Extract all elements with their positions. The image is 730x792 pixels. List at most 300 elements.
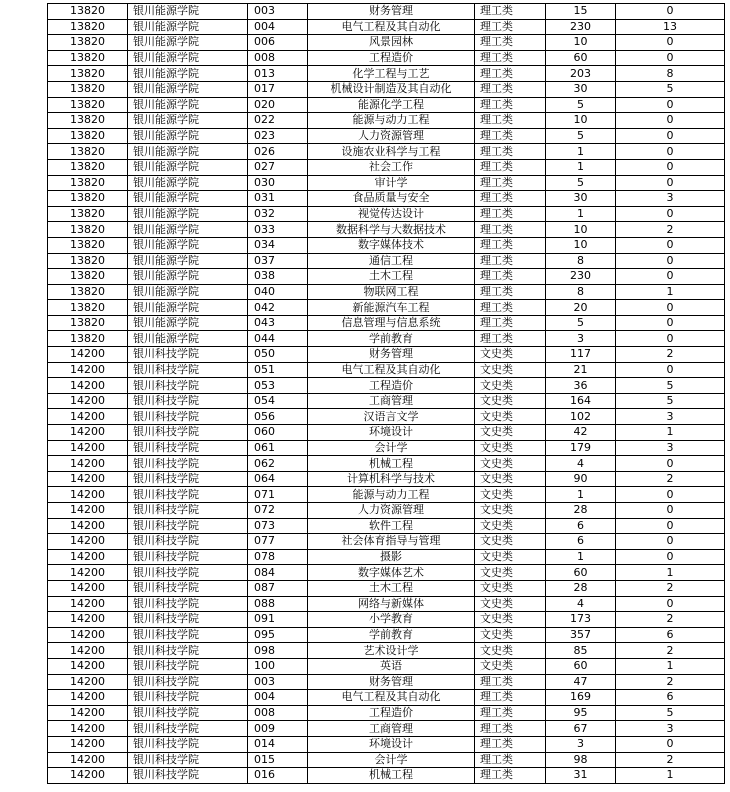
school-code-cell: 13820: [48, 113, 128, 129]
plan-count-cell: 31: [546, 768, 616, 784]
table-row: [48, 658, 725, 674]
school-name-cell: 银川能源学院: [128, 81, 248, 97]
admission-table: [47, 3, 725, 784]
table-row: [48, 331, 725, 347]
major-code-cell: 009: [248, 721, 308, 737]
category-cell: 理工类: [475, 705, 546, 721]
plan-count-cell: 21: [546, 362, 616, 378]
plan-count-cell: 60: [546, 658, 616, 674]
major-name-cell: 计算机科学与技术: [308, 471, 475, 487]
school-name-cell: 银川科技学院: [128, 596, 248, 612]
major-code-cell: 004: [248, 690, 308, 706]
extra-count-cell: 0: [616, 144, 725, 160]
major-code-cell: 033: [248, 222, 308, 238]
plan-count-cell: 20: [546, 300, 616, 316]
category-cell: 文史类: [475, 596, 546, 612]
major-name-cell: 工程造价: [308, 378, 475, 394]
category-cell: 理工类: [475, 19, 546, 35]
school-code-cell: 13820: [48, 50, 128, 66]
major-name-cell: 电气工程及其自动化: [308, 362, 475, 378]
major-name-cell: 网络与新媒体: [308, 596, 475, 612]
category-cell: 文史类: [475, 456, 546, 472]
table-row: [48, 674, 725, 690]
extra-count-cell: 0: [616, 4, 725, 20]
plan-count-cell: 28: [546, 503, 616, 519]
school-code-cell: 14200: [48, 471, 128, 487]
category-cell: 文史类: [475, 393, 546, 409]
major-name-cell: 食品质量与安全: [308, 191, 475, 207]
plan-count-cell: 3: [546, 331, 616, 347]
major-code-cell: 016: [248, 768, 308, 784]
plan-count-cell: 1: [546, 159, 616, 175]
table-row: [48, 300, 725, 316]
school-code-cell: 14200: [48, 752, 128, 768]
table-row: [48, 237, 725, 253]
major-code-cell: 073: [248, 518, 308, 534]
extra-count-cell: 5: [616, 378, 725, 394]
plan-count-cell: 179: [546, 440, 616, 456]
major-code-cell: 003: [248, 674, 308, 690]
category-cell: 文史类: [475, 425, 546, 441]
extra-count-cell: 2: [616, 674, 725, 690]
table-row: [48, 612, 725, 628]
school-name-cell: 银川科技学院: [128, 768, 248, 784]
extra-count-cell: 2: [616, 580, 725, 596]
school-name-cell: 银川科技学院: [128, 721, 248, 737]
plan-count-cell: 5: [546, 128, 616, 144]
table-row: [48, 425, 725, 441]
school-name-cell: 银川能源学院: [128, 113, 248, 129]
category-cell: 文史类: [475, 503, 546, 519]
plan-count-cell: 5: [546, 315, 616, 331]
major-name-cell: 社会体育指导与管理: [308, 534, 475, 550]
plan-count-cell: 10: [546, 222, 616, 238]
school-code-cell: 14200: [48, 425, 128, 441]
table-row: [48, 128, 725, 144]
major-name-cell: 英语: [308, 658, 475, 674]
plan-count-cell: 28: [546, 580, 616, 596]
school-code-cell: 14200: [48, 409, 128, 425]
extra-count-cell: 0: [616, 518, 725, 534]
school-code-cell: 14200: [48, 487, 128, 503]
extra-count-cell: 0: [616, 35, 725, 51]
school-code-cell: 14200: [48, 549, 128, 565]
school-name-cell: 银川能源学院: [128, 50, 248, 66]
extra-count-cell: 0: [616, 487, 725, 503]
school-code-cell: 13820: [48, 222, 128, 238]
major-name-cell: 信息管理与信息系统: [308, 315, 475, 331]
table-row: [48, 471, 725, 487]
school-code-cell: 13820: [48, 66, 128, 82]
extra-count-cell: 5: [616, 705, 725, 721]
plan-count-cell: 60: [546, 50, 616, 66]
major-code-cell: 004: [248, 19, 308, 35]
extra-count-cell: 3: [616, 440, 725, 456]
school-name-cell: 银川科技学院: [128, 705, 248, 721]
table-row: [48, 596, 725, 612]
school-name-cell: 银川能源学院: [128, 269, 248, 285]
school-code-cell: 13820: [48, 35, 128, 51]
table-row: [48, 159, 725, 175]
category-cell: 文史类: [475, 362, 546, 378]
school-code-cell: 14200: [48, 627, 128, 643]
plan-count-cell: 8: [546, 253, 616, 269]
extra-count-cell: 0: [616, 50, 725, 66]
school-name-cell: 银川能源学院: [128, 66, 248, 82]
school-name-cell: 银川科技学院: [128, 347, 248, 363]
category-cell: 理工类: [475, 206, 546, 222]
school-name-cell: 银川科技学院: [128, 549, 248, 565]
major-code-cell: 078: [248, 549, 308, 565]
plan-count-cell: 169: [546, 690, 616, 706]
category-cell: 文史类: [475, 580, 546, 596]
major-code-cell: 091: [248, 612, 308, 628]
table-row: [48, 690, 725, 706]
school-name-cell: 银川科技学院: [128, 393, 248, 409]
major-name-cell: 化学工程与工艺: [308, 66, 475, 82]
major-name-cell: 能源与动力工程: [308, 113, 475, 129]
major-code-cell: 042: [248, 300, 308, 316]
category-cell: 理工类: [475, 721, 546, 737]
category-cell: 文史类: [475, 378, 546, 394]
category-cell: 文史类: [475, 549, 546, 565]
major-code-cell: 044: [248, 331, 308, 347]
table-row: [48, 378, 725, 394]
category-cell: 文史类: [475, 487, 546, 503]
major-code-cell: 020: [248, 97, 308, 113]
major-name-cell: 电气工程及其自动化: [308, 19, 475, 35]
major-code-cell: 034: [248, 237, 308, 253]
extra-count-cell: 0: [616, 456, 725, 472]
table-row: [48, 253, 725, 269]
table-row: [48, 456, 725, 472]
major-code-cell: 084: [248, 565, 308, 581]
category-cell: 理工类: [475, 4, 546, 20]
table-row: [48, 565, 725, 581]
major-code-cell: 008: [248, 705, 308, 721]
school-name-cell: 银川科技学院: [128, 440, 248, 456]
table-row: [48, 643, 725, 659]
major-code-cell: 064: [248, 471, 308, 487]
school-code-cell: 14200: [48, 393, 128, 409]
major-code-cell: 095: [248, 627, 308, 643]
table-row: [48, 409, 725, 425]
table-row: [48, 175, 725, 191]
school-name-cell: 银川科技学院: [128, 674, 248, 690]
category-cell: 理工类: [475, 175, 546, 191]
major-code-cell: 037: [248, 253, 308, 269]
major-name-cell: 土木工程: [308, 580, 475, 596]
extra-count-cell: 0: [616, 237, 725, 253]
extra-count-cell: 0: [616, 331, 725, 347]
extra-count-cell: 0: [616, 596, 725, 612]
school-name-cell: 银川科技学院: [128, 627, 248, 643]
extra-count-cell: 1: [616, 565, 725, 581]
school-name-cell: 银川能源学院: [128, 97, 248, 113]
major-code-cell: 087: [248, 580, 308, 596]
major-name-cell: 学前教育: [308, 331, 475, 347]
major-code-cell: 017: [248, 81, 308, 97]
plan-count-cell: 6: [546, 534, 616, 550]
category-cell: 理工类: [475, 50, 546, 66]
extra-count-cell: 0: [616, 315, 725, 331]
category-cell: 文史类: [475, 518, 546, 534]
plan-count-cell: 164: [546, 393, 616, 409]
category-cell: 文史类: [475, 627, 546, 643]
table-body: [48, 4, 725, 784]
school-code-cell: 14200: [48, 518, 128, 534]
category-cell: 文史类: [475, 347, 546, 363]
school-name-cell: 银川能源学院: [128, 222, 248, 238]
school-name-cell: 银川科技学院: [128, 643, 248, 659]
school-code-cell: 14200: [48, 705, 128, 721]
category-cell: 理工类: [475, 253, 546, 269]
plan-count-cell: 30: [546, 191, 616, 207]
plan-count-cell: 1: [546, 549, 616, 565]
major-name-cell: 社会工作: [308, 159, 475, 175]
school-name-cell: 银川科技学院: [128, 518, 248, 534]
major-name-cell: 数字媒体技术: [308, 237, 475, 253]
extra-count-cell: 0: [616, 269, 725, 285]
category-cell: 理工类: [475, 113, 546, 129]
major-code-cell: 061: [248, 440, 308, 456]
school-code-cell: 13820: [48, 237, 128, 253]
major-code-cell: 015: [248, 752, 308, 768]
plan-count-cell: 60: [546, 565, 616, 581]
category-cell: 理工类: [475, 144, 546, 160]
school-code-cell: 14200: [48, 721, 128, 737]
plan-count-cell: 95: [546, 705, 616, 721]
major-code-cell: 043: [248, 315, 308, 331]
major-name-cell: 财务管理: [308, 347, 475, 363]
extra-count-cell: 2: [616, 643, 725, 659]
plan-count-cell: 3: [546, 736, 616, 752]
school-code-cell: 13820: [48, 175, 128, 191]
extra-count-cell: 0: [616, 736, 725, 752]
school-name-cell: 银川科技学院: [128, 736, 248, 752]
major-name-cell: 艺术设计学: [308, 643, 475, 659]
admission-table-sheet: [47, 3, 725, 784]
school-code-cell: 13820: [48, 191, 128, 207]
plan-count-cell: 36: [546, 378, 616, 394]
category-cell: 理工类: [475, 81, 546, 97]
table-row: [48, 113, 725, 129]
school-name-cell: 银川科技学院: [128, 456, 248, 472]
major-name-cell: 能源化学工程: [308, 97, 475, 113]
school-code-cell: 13820: [48, 144, 128, 160]
school-name-cell: 银川能源学院: [128, 159, 248, 175]
major-name-cell: 物联网工程: [308, 284, 475, 300]
plan-count-cell: 203: [546, 66, 616, 82]
major-code-cell: 051: [248, 362, 308, 378]
major-code-cell: 098: [248, 643, 308, 659]
plan-count-cell: 1: [546, 487, 616, 503]
table-row: [48, 269, 725, 285]
major-name-cell: 会计学: [308, 440, 475, 456]
table-row: [48, 752, 725, 768]
plan-count-cell: 47: [546, 674, 616, 690]
category-cell: 文史类: [475, 471, 546, 487]
table-row: [48, 315, 725, 331]
school-code-cell: 13820: [48, 284, 128, 300]
extra-count-cell: 2: [616, 752, 725, 768]
extra-count-cell: 13: [616, 19, 725, 35]
plan-count-cell: 85: [546, 643, 616, 659]
table-row: [48, 144, 725, 160]
major-name-cell: 电气工程及其自动化: [308, 690, 475, 706]
school-code-cell: 14200: [48, 565, 128, 581]
category-cell: 理工类: [475, 736, 546, 752]
school-name-cell: 银川科技学院: [128, 362, 248, 378]
plan-count-cell: 8: [546, 284, 616, 300]
category-cell: 理工类: [475, 690, 546, 706]
extra-count-cell: 0: [616, 206, 725, 222]
extra-count-cell: 0: [616, 159, 725, 175]
extra-count-cell: 6: [616, 690, 725, 706]
major-name-cell: 视觉传达设计: [308, 206, 475, 222]
school-name-cell: 银川能源学院: [128, 331, 248, 347]
school-code-cell: 14200: [48, 736, 128, 752]
major-name-cell: 摄影: [308, 549, 475, 565]
plan-count-cell: 4: [546, 456, 616, 472]
plan-count-cell: 10: [546, 237, 616, 253]
plan-count-cell: 4: [546, 596, 616, 612]
major-code-cell: 032: [248, 206, 308, 222]
school-code-cell: 14200: [48, 674, 128, 690]
category-cell: 文史类: [475, 612, 546, 628]
school-code-cell: 13820: [48, 269, 128, 285]
plan-count-cell: 1: [546, 206, 616, 222]
major-code-cell: 053: [248, 378, 308, 394]
major-code-cell: 088: [248, 596, 308, 612]
major-name-cell: 风景园林: [308, 35, 475, 51]
extra-count-cell: 1: [616, 658, 725, 674]
table-row: [48, 284, 725, 300]
school-name-cell: 银川能源学院: [128, 206, 248, 222]
table-row: [48, 81, 725, 97]
category-cell: 文史类: [475, 534, 546, 550]
school-code-cell: 14200: [48, 690, 128, 706]
major-code-cell: 006: [248, 35, 308, 51]
plan-count-cell: 1: [546, 144, 616, 160]
school-name-cell: 银川能源学院: [128, 19, 248, 35]
major-code-cell: 008: [248, 50, 308, 66]
major-code-cell: 031: [248, 191, 308, 207]
school-code-cell: 14200: [48, 378, 128, 394]
school-name-cell: 银川能源学院: [128, 4, 248, 20]
school-code-cell: 14200: [48, 362, 128, 378]
category-cell: 文史类: [475, 440, 546, 456]
table-row: [48, 191, 725, 207]
major-code-cell: 022: [248, 113, 308, 129]
major-code-cell: 026: [248, 144, 308, 160]
school-name-cell: 银川科技学院: [128, 471, 248, 487]
school-name-cell: 银川科技学院: [128, 425, 248, 441]
school-name-cell: 银川科技学院: [128, 580, 248, 596]
major-code-cell: 050: [248, 347, 308, 363]
plan-count-cell: 5: [546, 97, 616, 113]
extra-count-cell: 2: [616, 347, 725, 363]
major-name-cell: 财务管理: [308, 4, 475, 20]
school-code-cell: 14200: [48, 580, 128, 596]
school-code-cell: 13820: [48, 300, 128, 316]
table-row: [48, 393, 725, 409]
school-code-cell: 13820: [48, 331, 128, 347]
school-name-cell: 银川科技学院: [128, 378, 248, 394]
school-name-cell: 银川能源学院: [128, 300, 248, 316]
major-name-cell: 会计学: [308, 752, 475, 768]
extra-count-cell: 0: [616, 300, 725, 316]
major-name-cell: 学前教育: [308, 627, 475, 643]
school-name-cell: 银川能源学院: [128, 284, 248, 300]
school-name-cell: 银川科技学院: [128, 409, 248, 425]
category-cell: 理工类: [475, 159, 546, 175]
school-code-cell: 13820: [48, 128, 128, 144]
plan-count-cell: 30: [546, 81, 616, 97]
plan-count-cell: 173: [546, 612, 616, 628]
school-name-cell: 银川能源学院: [128, 144, 248, 160]
school-name-cell: 银川科技学院: [128, 690, 248, 706]
school-name-cell: 银川科技学院: [128, 534, 248, 550]
category-cell: 理工类: [475, 128, 546, 144]
school-name-cell: 银川科技学院: [128, 487, 248, 503]
plan-count-cell: 357: [546, 627, 616, 643]
extra-count-cell: 5: [616, 81, 725, 97]
major-name-cell: 数据科学与大数据技术: [308, 222, 475, 238]
major-name-cell: 环境设计: [308, 736, 475, 752]
major-code-cell: 038: [248, 269, 308, 285]
school-name-cell: 银川科技学院: [128, 658, 248, 674]
major-code-cell: 023: [248, 128, 308, 144]
school-name-cell: 银川能源学院: [128, 128, 248, 144]
category-cell: 理工类: [475, 674, 546, 690]
major-code-cell: 013: [248, 66, 308, 82]
major-name-cell: 工商管理: [308, 721, 475, 737]
extra-count-cell: 8: [616, 66, 725, 82]
major-name-cell: 人力资源管理: [308, 503, 475, 519]
category-cell: 理工类: [475, 66, 546, 82]
major-name-cell: 环境设计: [308, 425, 475, 441]
table-row: [48, 347, 725, 363]
category-cell: 理工类: [475, 768, 546, 784]
major-code-cell: 040: [248, 284, 308, 300]
school-code-cell: 14200: [48, 596, 128, 612]
extra-count-cell: 3: [616, 721, 725, 737]
plan-count-cell: 67: [546, 721, 616, 737]
major-code-cell: 003: [248, 4, 308, 20]
major-name-cell: 机械工程: [308, 456, 475, 472]
table-row: [48, 50, 725, 66]
major-code-cell: 071: [248, 487, 308, 503]
school-code-cell: 14200: [48, 534, 128, 550]
school-code-cell: 14200: [48, 440, 128, 456]
plan-count-cell: 5: [546, 175, 616, 191]
school-name-cell: 银川能源学院: [128, 35, 248, 51]
plan-count-cell: 10: [546, 35, 616, 51]
school-code-cell: 13820: [48, 81, 128, 97]
school-name-cell: 银川能源学院: [128, 237, 248, 253]
table-row: [48, 4, 725, 20]
major-name-cell: 通信工程: [308, 253, 475, 269]
major-name-cell: 能源与动力工程: [308, 487, 475, 503]
school-code-cell: 14200: [48, 456, 128, 472]
major-name-cell: 土木工程: [308, 269, 475, 285]
plan-count-cell: 15: [546, 4, 616, 20]
table-row: [48, 534, 725, 550]
school-name-cell: 银川能源学院: [128, 191, 248, 207]
plan-count-cell: 42: [546, 425, 616, 441]
category-cell: 文史类: [475, 643, 546, 659]
